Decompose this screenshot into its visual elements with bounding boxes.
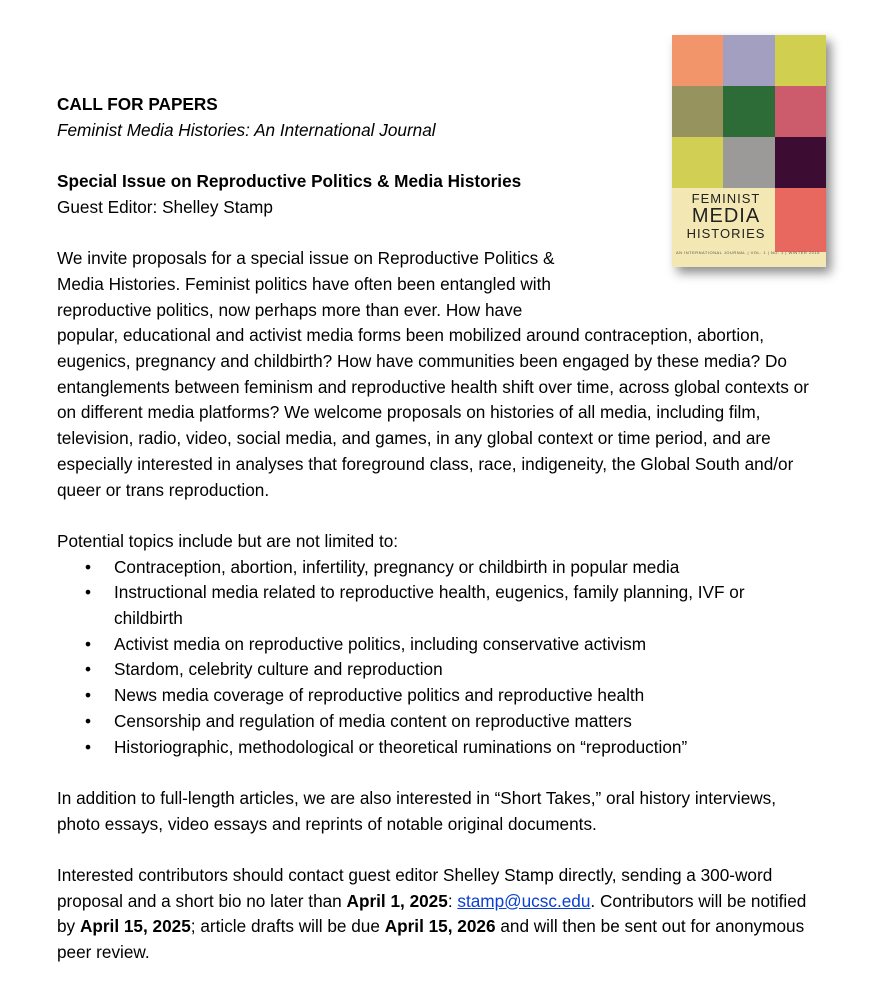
cover-tile — [723, 35, 775, 86]
list-item — [57, 580, 817, 631]
intro-line-1: We invite proposals for a special issue on Reproductive Politics & — [57, 248, 555, 269]
intro-line-2: Media Histories. Feminist politics have often been entangled with — [57, 273, 551, 294]
bullet-icon: • — [85, 659, 92, 680]
additional-submissions: In addition to full-length articles, we are also interested in “Short Takes,” oral history interviews, photo essays, video essays and reprints of notable original documents. — [57, 787, 777, 834]
guest-editor: Guest Editor: Shelley Stamp — [57, 196, 273, 217]
contact-text-2: Contributors will be notified by — [57, 890, 807, 937]
contact-text-4: and will then be sent out for anonymous peer review. — [57, 916, 805, 963]
topic-text: Contraception, abortion, infertility, pregnancy or childbirth in popular media — [114, 556, 680, 577]
list-item — [57, 709, 817, 735]
list-item — [57, 555, 817, 581]
notification-date: April 15, 2025 — [79, 916, 191, 937]
topics-list — [57, 555, 817, 761]
topic-text: Activist media on reproductive politics, including conservative activism — [114, 633, 647, 654]
list-item — [57, 632, 817, 658]
list-item — [57, 683, 817, 709]
cover-title-line1: FEMINIST — [691, 191, 761, 206]
document-body — [57, 92, 817, 966]
drafts-due-date: April 15, 2026 — [384, 916, 496, 937]
bullet-icon: • — [85, 710, 92, 731]
bullet-icon: • — [85, 685, 92, 706]
bullet-icon: • — [85, 556, 92, 577]
cover-title-line2: MEDIA — [691, 205, 761, 227]
bullet-icon: • — [85, 582, 92, 603]
special-issue-title: Special Issue on Reproductive Politics & Media Histories — [57, 171, 522, 192]
contact-paragraph — [57, 863, 817, 966]
proposal-deadline: April 1, 2025 — [346, 890, 448, 911]
topic-text: Censorship and regulation of media content on reproductive matters — [114, 710, 632, 731]
topic-text: Stardom, celebrity culture and reproduction — [114, 659, 443, 680]
topic-text: Instructional media related to reproductive health, eugenics, family planning, IVF or childbirth — [114, 582, 745, 629]
bullet-icon: • — [85, 736, 92, 757]
editor-email-link[interactable]: stamp@ucsc.edu — [457, 890, 591, 911]
cover-footer: AN INTERNATIONAL JOURNAL | VOL. 1 | NO. 1 | WINTER 2015 — [676, 250, 820, 255]
intro-rest: popular, educational and activist media forms been mobilized around contraception, abortion, eugenics, pregnancy and childbirth? How have communities been engaged by these media? Do entanglements between feminism and reproductive health shift over time, across global contexts or on different media platforms? We welcome proposals on histories of all media, including film, television, radio, video, social media, and games, in any global context or time period, and are especially interested in analyses that foreground class, race, indigeneity, the Global South and/or queer or trans reproduction. — [57, 325, 809, 500]
cover-tile — [775, 35, 826, 86]
topics-intro: Potential topics include but are not limited to: — [57, 530, 399, 551]
doc-heading: CALL FOR PAPERS — [57, 94, 218, 114]
intro-line-3: reproductive politics, now perhaps more than ever. How have — [57, 299, 523, 320]
intro-paragraph — [57, 246, 817, 503]
cover-tile — [672, 35, 723, 86]
contact-colon: : — [447, 890, 458, 911]
cover-title-line3: HISTORIES — [686, 226, 766, 241]
contact-text-1: Interested contributors should contact guest editor Shelley Stamp directly, sending a 300-word proposal and a short bio no later than — [57, 865, 773, 911]
contact-period: . — [590, 890, 596, 911]
topic-text: Historiographic, methodological or theoretical ruminations on “reproduction” — [114, 736, 688, 757]
contact-text-3: ; article drafts will be due — [190, 916, 385, 937]
journal-name: Feminist Media Histories: An International Journal — [57, 119, 436, 140]
list-item — [57, 657, 817, 683]
list-item — [57, 735, 817, 761]
bullet-icon: • — [85, 633, 92, 654]
topic-text: News media coverage of reproductive politics and reproductive health — [114, 685, 645, 706]
